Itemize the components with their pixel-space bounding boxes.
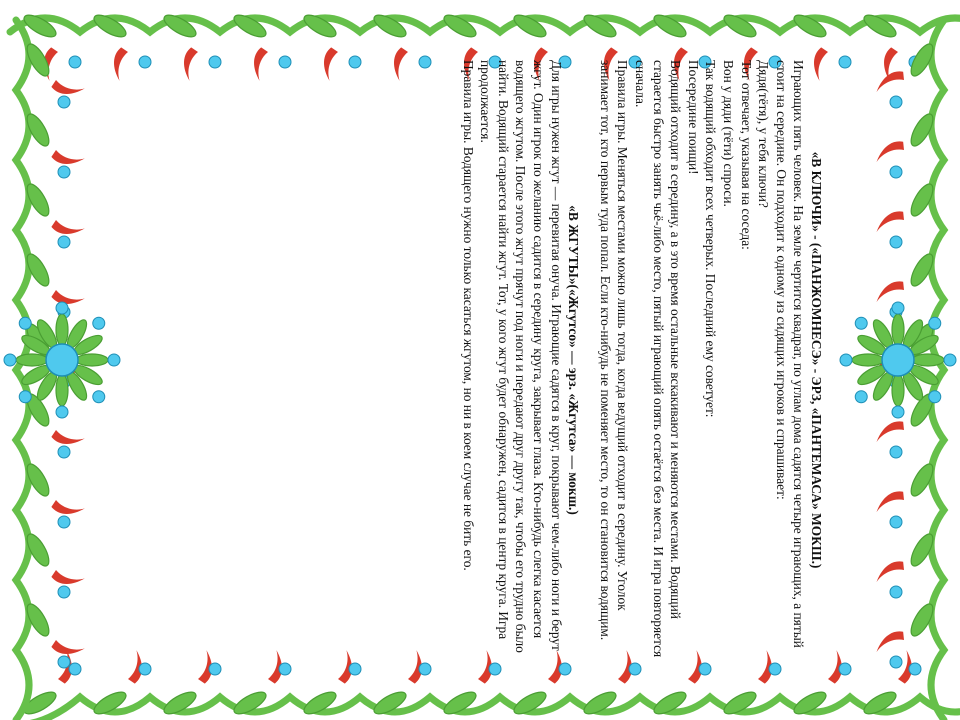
game1-line: Тот отвечает, указывая на соседа:	[738, 60, 754, 250]
blue-berry-dot	[892, 302, 904, 314]
blue-berry-dot	[56, 302, 68, 314]
red-flower-bud	[872, 139, 906, 162]
red-flower-bud	[872, 279, 906, 302]
blue-berry-dot	[944, 354, 956, 366]
leaf-shape	[912, 354, 944, 366]
blue-berry-dot	[840, 354, 852, 366]
blue-berry-dot	[890, 516, 902, 528]
vine-stem	[16, 20, 29, 720]
game1-rules: Правила игры. Меняться местами можно лишь тогда, когда ведущий отходит в середину. Уголок занимает тот, кто первым туда попал. Если кто-нибудь не поменяет место, то он становится водящим.	[597, 60, 631, 641]
blue-berry-dot	[139, 663, 151, 675]
game1-line: Дядя(тётя), у тебя ключи?	[756, 60, 772, 208]
blue-berry-dot	[58, 656, 70, 668]
rotated-text-block	[135, 60, 825, 660]
blue-berry-dot	[93, 391, 105, 403]
game1-line: Так водящий обходит всех четверых. Последний ему советует:	[703, 60, 719, 418]
leaf-shape	[76, 354, 108, 366]
game2-title: «В ЖГУТЫ»(«Жгутсо» — эрз. «Жгутса» — мокш.)	[566, 205, 582, 515]
blue-berry-dot	[108, 354, 120, 366]
game2-rules: Правила игры. Водящего нужно только касаться жгутом, но ни в коем случае не бить его.	[460, 60, 476, 571]
leaf-shape	[852, 354, 884, 366]
vine-stem	[931, 20, 944, 720]
blue-berry-dot	[69, 663, 81, 675]
red-flower-bud	[872, 489, 906, 512]
blue-berry-dot	[93, 317, 105, 329]
red-flower-bud	[108, 46, 131, 80]
game1-title: «В КЛЮЧИ» - («ПАНЖОМНЕСЭ» - ЭРЗ, «ПАНТЕМАСА» МОКШ.)	[809, 151, 824, 569]
blue-berry-dot	[489, 663, 501, 675]
blue-berry-dot	[58, 586, 70, 598]
red-flower-bud	[872, 209, 906, 232]
blue-berry-dot	[279, 663, 291, 675]
blue-berry-dot	[58, 446, 70, 458]
game2-line: Для игры нужен жгут — перевитая онуча. Играющие садятся в круг, покрывают чем-либо ноги и берут жгут. Один игрок по желанию садится в середину круга, закрывает глаза. Кто-нибудь слегка касается водящего жгутом. После этого жгут прячут под ноги и передают друг другу так, чтобы его трудно было найти. Водящий старается найти жгут. Тот, у кого жгут будет обнаружен, садится в центр круга. Игра продолжается.	[478, 60, 564, 653]
leaf-shape	[56, 374, 68, 406]
blue-berry-dot	[839, 56, 851, 68]
blue-berry-dot	[929, 317, 941, 329]
blue-berry-dot	[890, 236, 902, 248]
medallion-center	[46, 344, 78, 376]
medallion-center	[882, 344, 914, 376]
blue-berry-dot	[839, 663, 851, 675]
blue-berry-dot	[69, 56, 81, 68]
blue-berry-dot	[58, 166, 70, 178]
blue-berry-dot	[629, 663, 641, 675]
red-flower-bud	[872, 559, 906, 582]
blue-berry-dot	[769, 663, 781, 675]
leaf-shape	[892, 374, 904, 406]
game1-line: Вон у дяди (тёти) спроси.	[721, 60, 737, 207]
blue-berry-dot	[559, 663, 571, 675]
blue-berry-dot	[890, 586, 902, 598]
blue-berry-dot	[855, 317, 867, 329]
blue-berry-dot	[58, 96, 70, 108]
red-flower-bud	[872, 419, 906, 442]
game1-line: Посередине поищи!	[685, 60, 701, 175]
blue-berry-dot	[929, 391, 941, 403]
blue-berry-dot	[58, 516, 70, 528]
blue-berry-dot	[419, 663, 431, 675]
blue-berry-dot	[890, 166, 902, 178]
blue-berry-dot	[58, 236, 70, 248]
blue-berry-dot	[19, 317, 31, 329]
blue-berry-dot	[4, 354, 16, 366]
blue-berry-dot	[890, 446, 902, 458]
blue-berry-dot	[890, 656, 902, 668]
blue-berry-dot	[892, 406, 904, 418]
blue-berry-dot	[909, 663, 921, 675]
blue-berry-dot	[56, 406, 68, 418]
blue-berry-dot	[19, 391, 31, 403]
blue-berry-dot	[890, 96, 902, 108]
red-flower-bud	[872, 629, 906, 652]
blue-berry-dot	[349, 663, 361, 675]
blue-berry-dot	[699, 663, 711, 675]
leaf-shape	[16, 354, 48, 366]
game1-line: Водящий отходит в середину, а в это время остальные вскакивают и меняются местами. Водящий старается быстро занять чьё-либо место, пятый играющий опять остаётся без места. И игра повторяется сначала.	[633, 60, 684, 658]
blue-berry-dot	[209, 663, 221, 675]
leaf-shape	[56, 314, 68, 346]
leaf-shape	[892, 314, 904, 346]
game1-line: Играющих пять человек. На земле чертится квадрат, по углам дома садятся четыре играющих, а пятый стоит на середине. Он подходит к одному из сидящих игроков и спрашивает:	[773, 60, 807, 648]
red-flower-bud	[872, 69, 906, 92]
blue-berry-dot	[855, 391, 867, 403]
